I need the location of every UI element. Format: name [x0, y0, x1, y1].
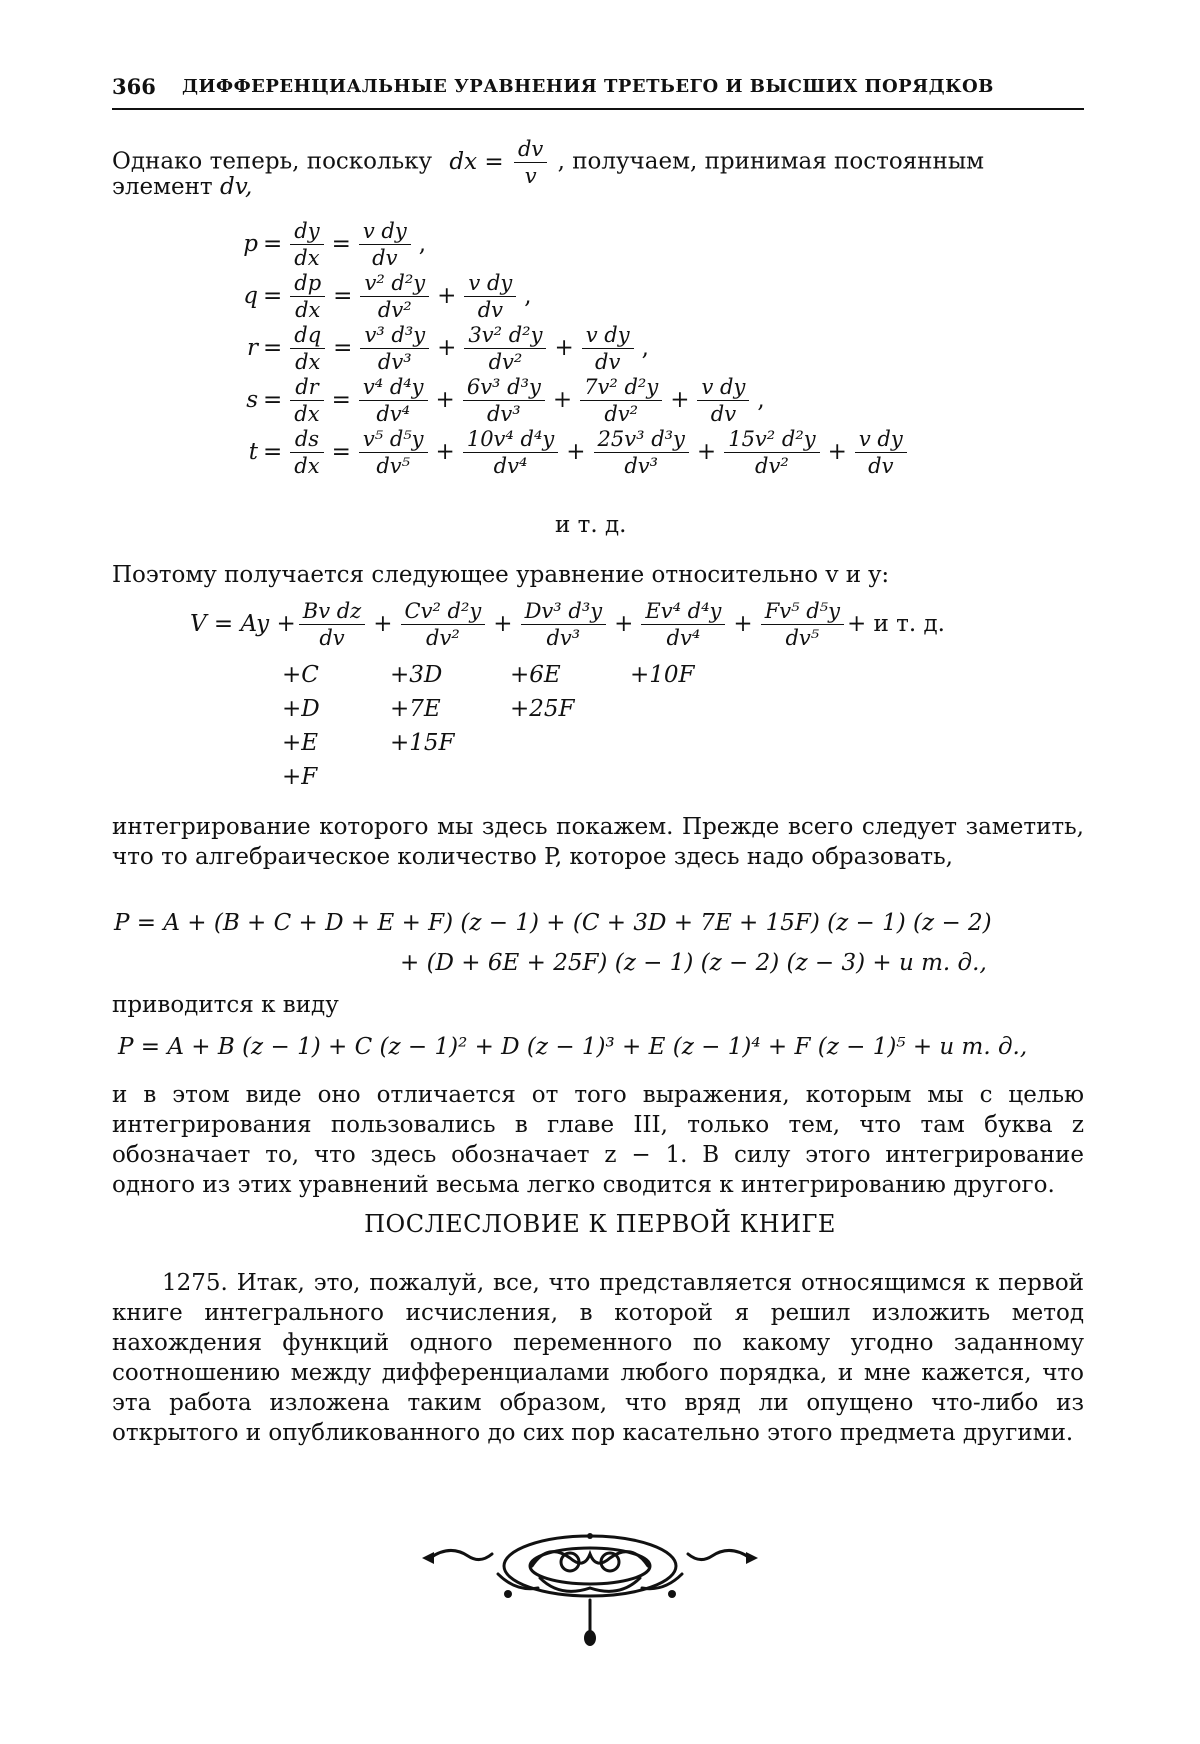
- term-fraction: [360, 322, 429, 375]
- derivative-fraction-num: dr: [290, 374, 323, 401]
- term-fraction-den: dv: [595, 349, 621, 374]
- coefficient-term: +10F: [630, 662, 695, 688]
- coefficient-term: +7E: [390, 696, 441, 722]
- plus-sign: +: [435, 387, 455, 413]
- intro-text-1: Однако теперь, поскольку: [112, 148, 433, 175]
- derivative-fraction: [290, 218, 323, 271]
- intro-line-1: [112, 136, 1084, 189]
- running-title: ДИФФЕРЕНЦИАЛЬНЫЕ УРАВНЕНИЯ ТРЕТЬЕГО И ВЫСШИХ ПОРЯДКОВ: [182, 76, 994, 97]
- term-fraction: [359, 218, 411, 271]
- main-eq-term: [641, 598, 725, 651]
- derivative-fraction-den: dx: [295, 349, 321, 374]
- equals-sign: =: [331, 387, 351, 413]
- equals-sign: =: [263, 335, 283, 361]
- plus-sign: +: [733, 611, 753, 637]
- term-fraction-den: dv⁴: [376, 401, 411, 426]
- comma: ,: [418, 231, 427, 257]
- term-fraction: [594, 426, 689, 479]
- term-fraction: [582, 322, 634, 375]
- equals-sign: =: [263, 439, 283, 465]
- main-eq-tail: + и т. д.: [846, 611, 945, 637]
- intro-dx: dx =: [449, 148, 504, 175]
- term-fraction: [463, 374, 545, 427]
- main-eq-term-den: dv: [319, 625, 345, 650]
- term-fraction: [359, 426, 428, 479]
- equals-sign: =: [331, 231, 351, 257]
- term-fraction: [360, 270, 429, 323]
- plus-sign: +: [493, 611, 513, 637]
- intro-line-2: [112, 172, 252, 202]
- derivative-row: [218, 268, 537, 324]
- term-fraction-num: v dy: [582, 322, 634, 349]
- equals-sign: =: [333, 335, 353, 361]
- derivative-fraction-den: dx: [295, 297, 321, 322]
- paragraph-5: и в этом виде оно отличается от того выражения, которым мы с целью интегрирования пользовались в главе III, только тем, что там буква z обозначает то, что здесь обозначает z − 1. В силу этого интегрирование одного из этих уравнений весьма легко сводится к интегрированию другого.: [112, 1082, 1084, 1198]
- main-equation: [190, 596, 945, 652]
- coefficient-term: +15F: [390, 730, 455, 756]
- term-fraction-num: v dy: [359, 218, 411, 245]
- term-fraction-num: 7v² d²y: [580, 374, 662, 401]
- term-fraction: [697, 374, 749, 427]
- equals-sign: =: [263, 283, 283, 309]
- equals-sign: =: [333, 283, 353, 309]
- equals-sign: =: [263, 231, 283, 257]
- main-eq-term-den: dv³: [546, 625, 581, 650]
- derivative-lhs: p: [243, 231, 258, 257]
- paragraph-2: Поэтому получается следующее уравнение относительно v и y:: [112, 562, 890, 588]
- coefficient-term: +25F: [510, 696, 575, 722]
- term-fraction-den: dv²: [755, 453, 789, 478]
- coefficient-term: +C: [282, 662, 319, 688]
- coefficient-term: +F: [282, 764, 318, 790]
- term-fraction: [464, 322, 546, 375]
- coefficient-term: +E: [282, 730, 319, 756]
- section-heading: ПОСЛЕСЛОВИЕ К ПЕРВОЙ КНИГЕ: [364, 1210, 836, 1238]
- derivative-row: [218, 372, 770, 428]
- plus-sign: +: [696, 439, 717, 465]
- derivative-fraction: [290, 270, 325, 323]
- comma: ,: [641, 335, 649, 361]
- main-eq-term-den: dv²: [426, 625, 460, 650]
- etc-line: и т. д.: [555, 512, 627, 538]
- main-eq-lhs: V = Ay +: [190, 611, 296, 637]
- paragraph-4: приводится к виду: [112, 992, 339, 1018]
- term-fraction-num: v³ d³y: [360, 322, 429, 349]
- intro-frac-num: dv: [514, 136, 547, 163]
- term-fraction: [724, 426, 819, 479]
- equals-sign: =: [263, 387, 283, 413]
- term-fraction-num: 6v³ d³y: [463, 374, 545, 401]
- derivative-row: [218, 216, 431, 272]
- plus-sign: +: [554, 335, 574, 361]
- main-eq-term-num: Bv dz: [299, 598, 365, 625]
- comma: ,: [757, 387, 765, 413]
- main-eq-term-den: dv⁵: [785, 625, 820, 650]
- main-eq-term: [299, 598, 365, 651]
- plus-sign: +: [614, 611, 634, 637]
- term-fraction: [463, 426, 558, 479]
- term-fraction-den: dv: [372, 245, 398, 270]
- paragraph-3: интегрирование которого мы здесь покажем. Прежде всего следует заметить, что то алгебраическое количество P, которое здесь надо образовать,: [112, 814, 1084, 870]
- ornament-icon: [420, 1518, 760, 1648]
- derivative-fraction: [290, 374, 323, 427]
- plus-sign: +: [373, 611, 393, 637]
- coefficient-term: +D: [282, 696, 320, 722]
- equals-sign: =: [331, 439, 351, 465]
- term-fraction-den: dv²: [377, 297, 412, 322]
- main-eq-term-num: Fv⁵ d⁵y: [761, 598, 844, 625]
- derivative-fraction-num: dy: [290, 218, 323, 245]
- plus-sign: +: [435, 439, 455, 465]
- plus-sign: +: [566, 439, 586, 465]
- intro-fraction: [514, 136, 547, 189]
- main-eq-term: [761, 598, 844, 651]
- derivative-row: [218, 424, 910, 480]
- derivative-fraction-num: ds: [290, 426, 323, 453]
- main-eq-term-num: Dv³ d³y: [521, 598, 607, 625]
- term-fraction-num: 10v⁴ d⁴y: [463, 426, 558, 453]
- derivative-row: [218, 320, 654, 376]
- term-fraction-num: v dy: [697, 374, 749, 401]
- main-eq-term-num: Cv² d²y: [401, 598, 486, 625]
- term-fraction-den: dv³: [624, 453, 659, 478]
- plus-sign: +: [437, 283, 457, 309]
- term-fraction: [580, 374, 662, 427]
- term-fraction-num: v⁴ d⁴y: [359, 374, 428, 401]
- term-fraction-num: v² d²y: [360, 270, 429, 297]
- derivative-lhs: r: [247, 335, 258, 361]
- term-fraction-den: dv²: [488, 349, 523, 374]
- plus-sign: +: [552, 387, 573, 413]
- derivative-fraction-den: dx: [294, 245, 320, 270]
- intro-frac-den: v: [524, 164, 537, 188]
- term-fraction-den: dv⁵: [376, 453, 411, 478]
- p-equation-3: P = A + B (z − 1) + C (z − 1)² + D (z − 1)³ + E (z − 1)⁴ + F (z − 1)⁵ + и т. д.,: [118, 1034, 1028, 1060]
- derivative-fraction-den: dx: [294, 453, 320, 478]
- term-fraction-den: dv: [477, 297, 503, 322]
- comma: ,: [524, 283, 532, 309]
- term-fraction: [359, 374, 428, 427]
- derivative-lhs: s: [246, 387, 258, 413]
- p-equation-1: P = A + (B + C + D + E + F) (z − 1) + (C + 3D + 7E + 15F) (z − 1) (z − 2): [114, 910, 992, 936]
- term-fraction: [855, 426, 907, 479]
- main-eq-term: [521, 598, 607, 651]
- p-equation-2: + (D + 6E + 25F) (z − 1) (z − 2) (z − 3) + и т. д.,: [400, 950, 987, 976]
- plus-sign: +: [437, 335, 457, 361]
- term-fraction-den: dv²: [604, 401, 639, 426]
- derivative-fraction-num: dq: [290, 322, 325, 349]
- plus-sign: +: [827, 439, 847, 465]
- term-fraction-den: dv⁴: [493, 453, 528, 478]
- term-fraction-num: 25v³ d³y: [594, 426, 689, 453]
- main-eq-term-den: dv⁴: [666, 625, 701, 650]
- coefficient-term: +3D: [390, 662, 443, 688]
- intro-dv: dv,: [219, 174, 253, 200]
- term-fraction-den: dv: [710, 401, 737, 426]
- intro-text-2: , получаем, принимая постоянным: [557, 148, 985, 175]
- term-fraction-num: v dy: [464, 270, 516, 297]
- derivative-fraction-num: dp: [290, 270, 325, 297]
- term-fraction-num: 15v² d²y: [724, 426, 819, 453]
- term-fraction-den: dv³: [377, 349, 412, 374]
- term-fraction-num: v dy: [855, 426, 907, 453]
- term-fraction-den: dv: [868, 453, 894, 478]
- derivative-fraction-den: dx: [294, 401, 320, 426]
- derivative-fraction: [290, 322, 325, 375]
- term-fraction-den: dv³: [486, 401, 521, 426]
- term-fraction: [464, 270, 516, 323]
- coefficient-term: +6E: [510, 662, 561, 688]
- derivative-fraction: [290, 426, 323, 479]
- intro-text-3: элемент: [112, 174, 213, 200]
- page-number: 366: [112, 74, 156, 99]
- main-eq-term-num: Ev⁴ d⁴y: [641, 598, 725, 625]
- main-eq-term: [401, 598, 486, 651]
- plus-sign: +: [670, 387, 690, 413]
- paragraph-6: 1275. Итак, это, пожалуй, все, что представляется относящимся к первой книге интегрального исчисления, в которой я решил изложить метод нахождения функций одного переменного по какому угодно заданному соотношению между дифференциалами любого порядка, и мне кажется, что эта работа изложена таким образом, что вряд ли опущено что-либо из открытого и опубликованного до сих пор касательно этого предмета другими.: [112, 1270, 1084, 1446]
- term-fraction-num: v⁵ d⁵y: [359, 426, 428, 453]
- term-fraction-num: 3v² d²y: [464, 322, 546, 349]
- derivative-lhs: q: [243, 283, 258, 309]
- derivative-lhs: t: [248, 439, 258, 465]
- running-header: [112, 74, 1084, 110]
